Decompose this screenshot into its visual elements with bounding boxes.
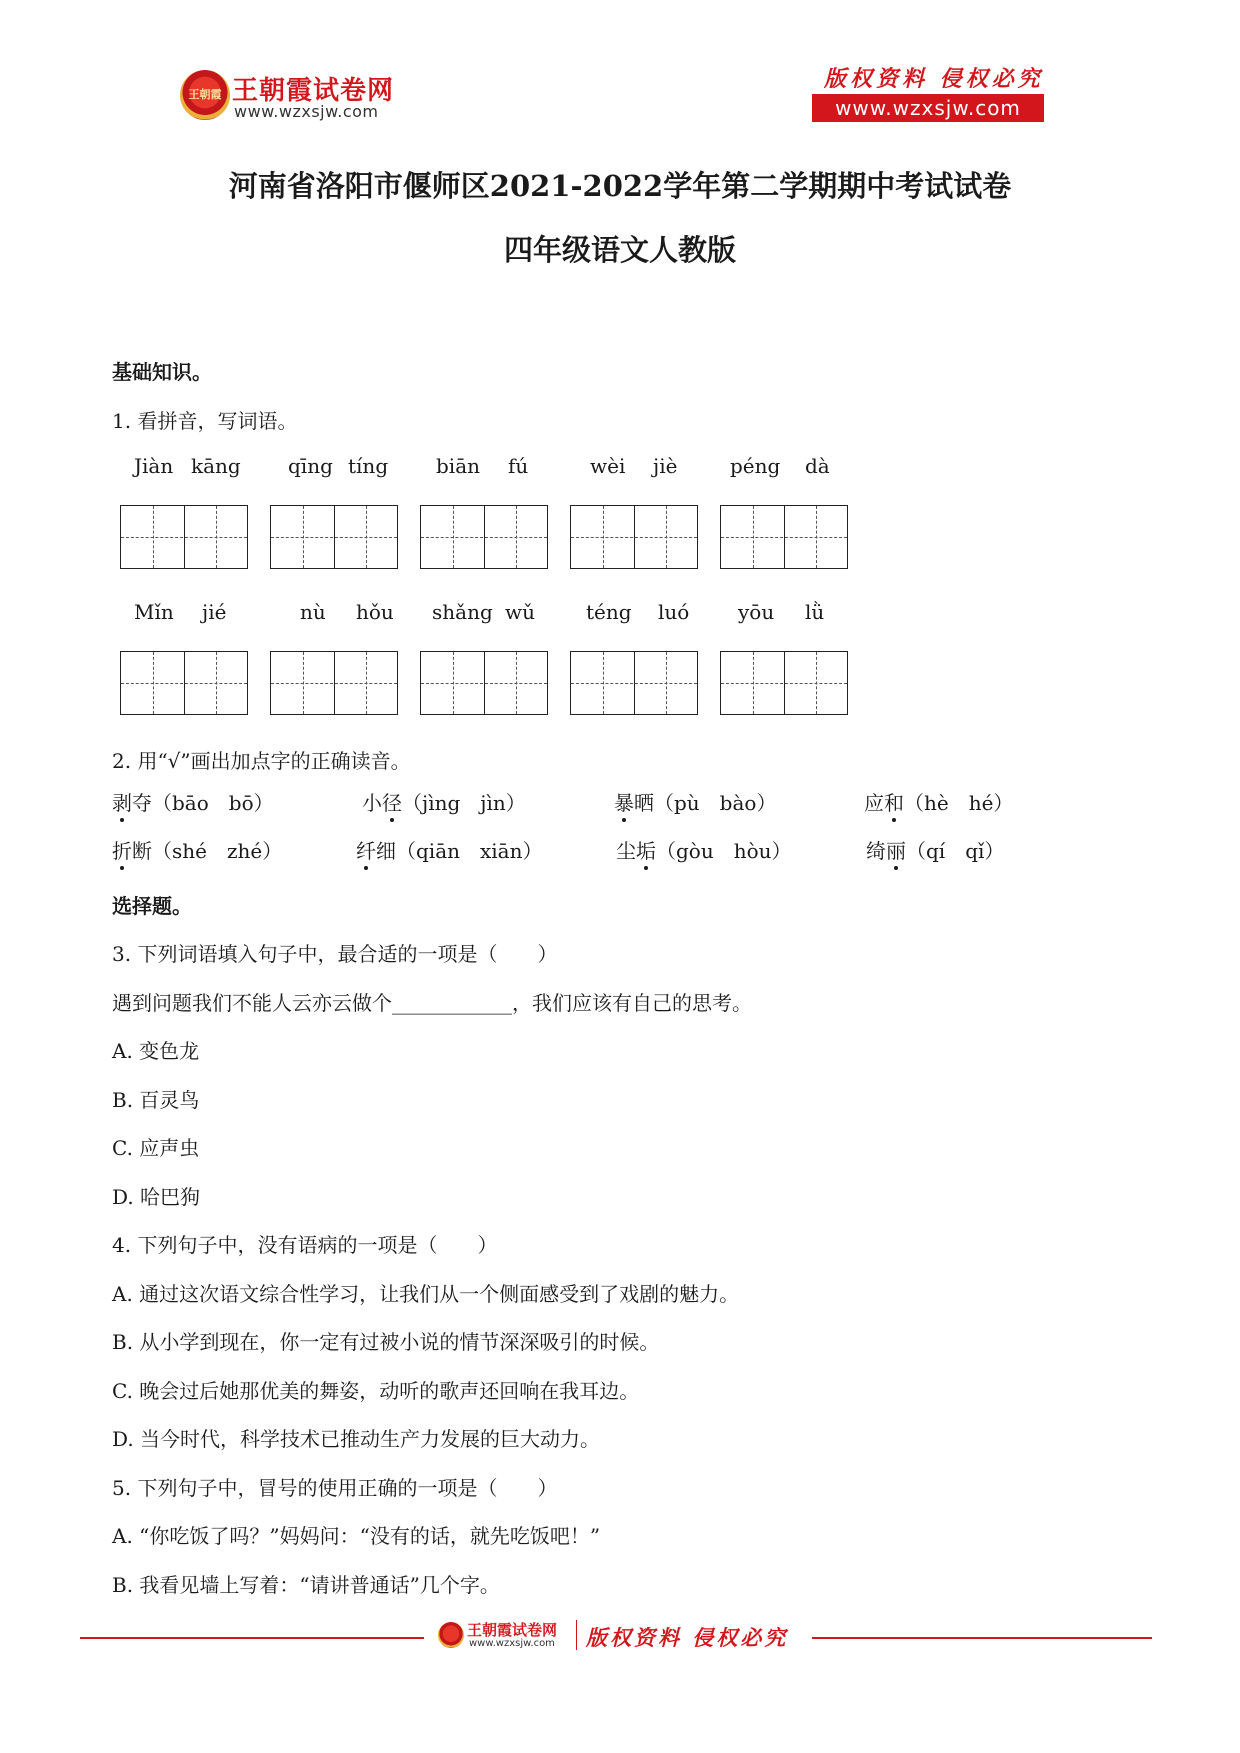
pinyin-syllable: fú	[508, 454, 529, 478]
footer-site-url: www.wzxsjw.com	[469, 1638, 555, 1649]
pinyin-syllable: qīng	[288, 454, 333, 478]
question-3-option-a[interactable]: A. 变色龙	[112, 1039, 200, 1063]
site-logo-emblem	[180, 70, 230, 120]
question-3-option-c[interactable]: C. 应声虫	[112, 1136, 200, 1160]
pinyin-syllable: shǎng	[432, 600, 493, 624]
question-3-option-d[interactable]: D. 哈巴狗	[112, 1185, 201, 1209]
question-2-prompt: 2. 用“√”画出加点字的正确读音。	[112, 749, 411, 773]
pinyin-syllable: Mǐn	[134, 600, 174, 624]
footer-site-name: 王朝霞试卷网	[467, 1621, 558, 1639]
pinyin-syllable: wèi	[590, 454, 626, 478]
question-5-prompt: 5. 下列句子中，冒号的使用正确的一项是（ ）	[112, 1476, 558, 1500]
exam-title: 河南省洛阳市偃师区2021-2022学年第二学期期中考试试卷	[228, 169, 1012, 203]
writing-grid[interactable]	[120, 651, 248, 715]
dotted-char: 纤	[356, 839, 376, 863]
footer-divider-right	[812, 1637, 1152, 1639]
question-4-option-d[interactable]: D. 当今时代，科学技术已推动生产力发展的巨大动力。	[112, 1427, 601, 1451]
pinyin-syllable: biān	[436, 454, 481, 478]
logo-emblem-text: 王朝霞	[188, 88, 222, 101]
question-4-option-c[interactable]: C. 晚会过后她那优美的舞姿，动听的歌声还回响在我耳边。	[112, 1379, 640, 1403]
dotted-char: 和	[884, 791, 904, 815]
site-name: 王朝霞试卷网	[232, 76, 395, 106]
pinyin-syllable: yōu	[738, 600, 775, 624]
copyright-url-banner: www.wzxsjw.com	[812, 94, 1044, 122]
writing-grid[interactable]	[420, 505, 548, 569]
copyright-notice: 版权资料 侵权必究	[824, 66, 1044, 92]
reading-choice-item[interactable]: 暴晒（pù bào）	[614, 791, 777, 815]
question-4-prompt: 4. 下列句子中，没有语病的一项是（ ）	[112, 1233, 498, 1257]
question-3-prompt: 3. 下列词语填入句子中，最合适的一项是（ ）	[112, 942, 558, 966]
question-4-option-b[interactable]: B. 从小学到现在，你一定有过被小说的情节深深吸引的时候。	[112, 1330, 660, 1354]
footer-logo-emblem	[438, 1622, 464, 1648]
reading-choice-item[interactable]: 小径（jìng jìn）	[362, 791, 526, 815]
question-3-option-b[interactable]: B. 百灵鸟	[112, 1088, 200, 1112]
pinyin-syllable: Jiàn	[134, 454, 174, 478]
question-5-option-b[interactable]: B. 我看见墙上写着：“请讲普通话”几个字。	[112, 1573, 500, 1597]
section-heading-basic: 基础知识。	[112, 360, 212, 384]
footer-copyright: 版权资料 侵权必究	[586, 1625, 789, 1650]
pinyin-syllable: dà	[805, 454, 830, 478]
pinyin-syllable: nù	[300, 600, 326, 624]
pinyin-syllable: luó	[658, 600, 690, 624]
writing-grid[interactable]	[570, 651, 698, 715]
writing-grid[interactable]	[270, 505, 398, 569]
pinyin-syllable: tíng	[348, 454, 389, 478]
writing-grid[interactable]	[420, 651, 548, 715]
pinyin-syllable: jié	[202, 600, 227, 624]
exam-subtitle: 四年级语文人教版	[503, 233, 736, 267]
dotted-char: 暴	[614, 791, 634, 815]
question-5-option-a[interactable]: A. “你吃饭了吗？”妈妈问：“没有的话，就先吃饭吧！”	[112, 1524, 601, 1548]
dotted-char: 剥	[112, 791, 132, 815]
reading-choice-item[interactable]: 折断（shé zhé）	[112, 839, 283, 863]
dotted-char: 径	[382, 791, 402, 815]
dotted-char: 垢	[636, 839, 656, 863]
pinyin-syllable: téng	[586, 600, 632, 624]
reading-choice-item[interactable]: 纤细（qiān xiān）	[356, 839, 543, 863]
pinyin-syllable: péng	[730, 454, 781, 478]
writing-grid[interactable]	[120, 505, 248, 569]
question-3-sentence: 遇到问题我们不能人云亦云做个____________，我们应该有自己的思考。	[112, 991, 752, 1015]
site-url: www.wzxsjw.com	[234, 102, 379, 121]
reading-choice-item[interactable]: 剥夺（bāo bō）	[112, 791, 274, 815]
reading-choice-item[interactable]: 绮丽（qí qǐ）	[866, 839, 1005, 863]
writing-grid[interactable]	[720, 651, 848, 715]
writing-grid[interactable]	[270, 651, 398, 715]
footer-divider-left	[80, 1637, 424, 1639]
writing-grid[interactable]	[720, 505, 848, 569]
pinyin-syllable: jiè	[653, 454, 678, 478]
pinyin-syllable: wǔ	[505, 600, 535, 624]
reading-choice-item[interactable]: 应和（hè hé）	[864, 791, 1014, 815]
reading-choice-item[interactable]: 尘垢（gòu hòu）	[616, 839, 792, 863]
pinyin-syllable: lǜ	[805, 600, 825, 624]
footer-separator	[576, 1620, 577, 1650]
pinyin-syllable: hǒu	[356, 600, 394, 624]
question-4-option-a[interactable]: A. 通过这次语文综合性学习，让我们从一个侧面感受到了戏剧的魅力。	[112, 1282, 740, 1306]
question-1-prompt: 1. 看拼音，写词语。	[112, 409, 298, 433]
dotted-char: 丽	[886, 839, 906, 863]
writing-grid[interactable]	[570, 505, 698, 569]
dotted-char: 折	[112, 839, 132, 863]
pinyin-syllable: kāng	[191, 454, 241, 478]
section-heading-choice: 选择题。	[112, 894, 192, 918]
